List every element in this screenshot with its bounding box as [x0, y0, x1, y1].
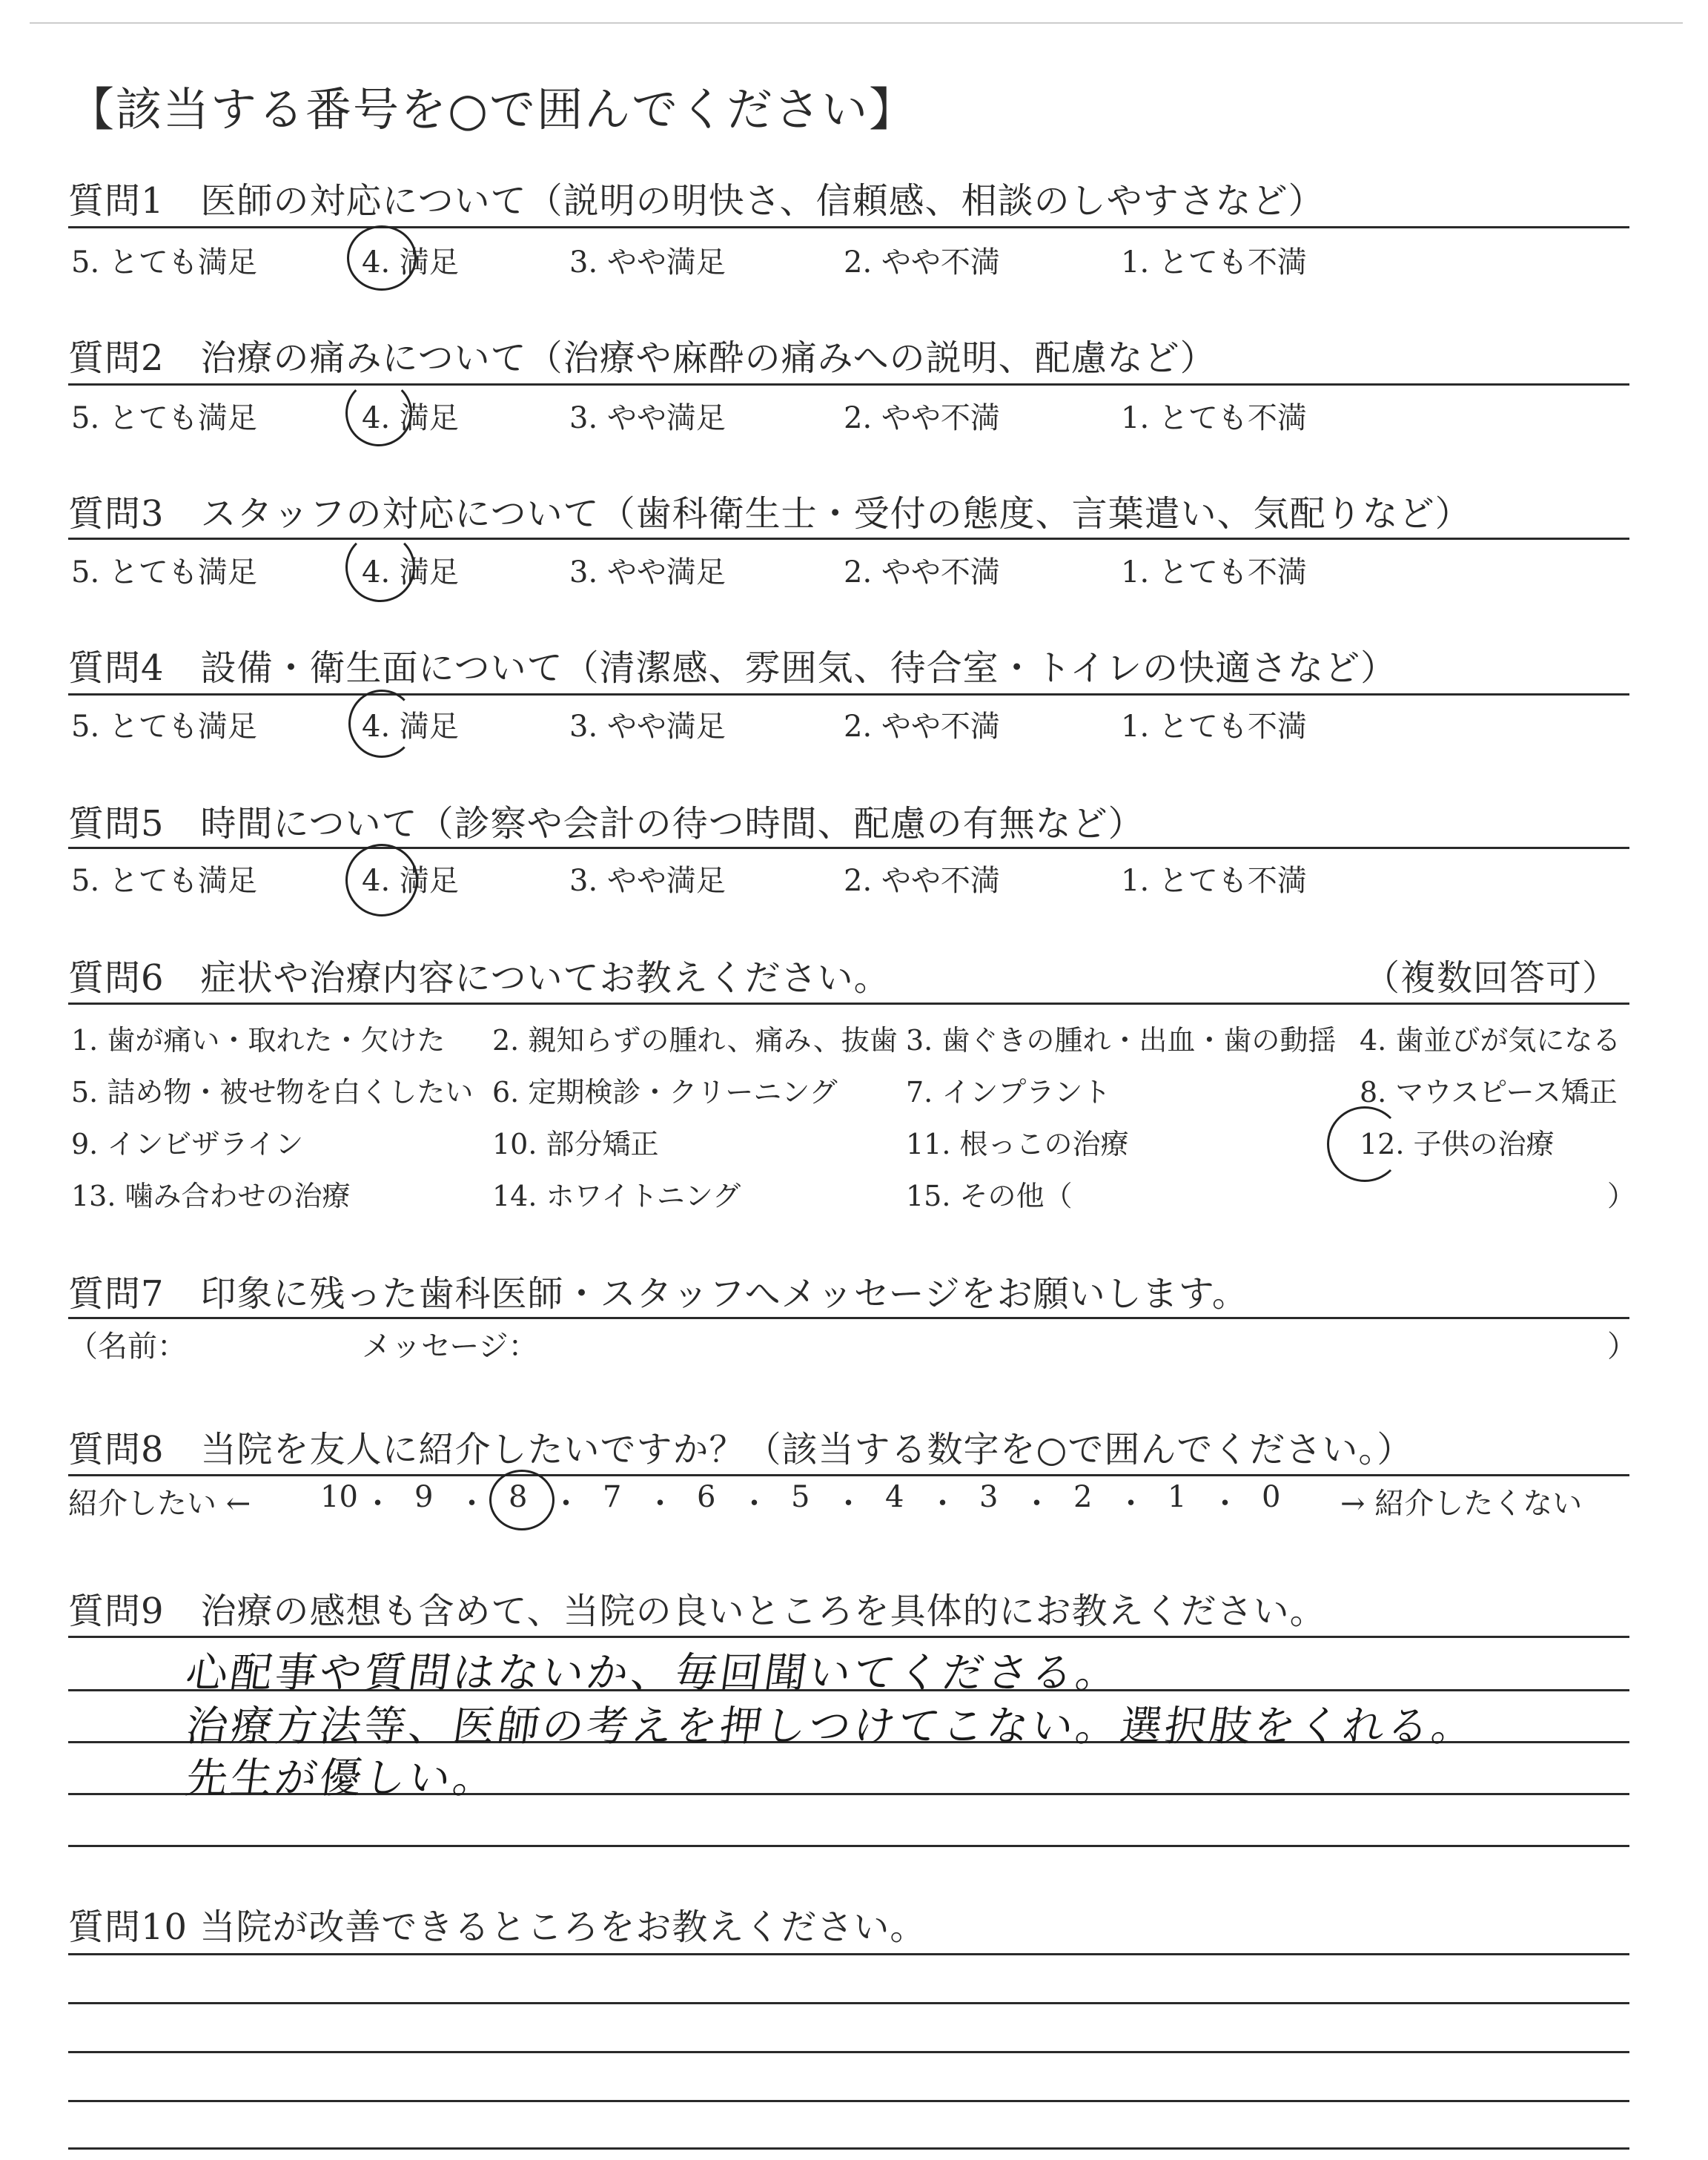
q3-option-2[interactable]: 2. やや不満	[844, 555, 1000, 589]
q6-item-1[interactable]: 1. 歯が痛い・取れた・欠けた	[71, 1024, 446, 1057]
q6-item-10[interactable]: 10. 部分矯正	[492, 1128, 659, 1160]
q6-item-9[interactable]: 9. インビザライン	[71, 1128, 304, 1160]
q3-option-4[interactable]: 4. 満足	[362, 555, 459, 589]
q1-option-4[interactable]: 4. 満足	[362, 245, 459, 280]
q4-option-5[interactable]: 5. とても満足	[71, 710, 257, 744]
q6-item-6[interactable]: 6. 定期検診・クリーニング	[492, 1076, 838, 1109]
q9-rule-1	[68, 1636, 1629, 1638]
q2-title: 質問2 治療の痛みについて（治療や麻酔の痛みへの説明、配慮など）	[68, 337, 1217, 379]
q8-separator-dot: ・	[645, 1487, 675, 1521]
q8-separator-dot: ・	[927, 1487, 958, 1521]
q6-item-3[interactable]: 3. 歯ぐきの腫れ・出血・歯の動揺	[906, 1024, 1337, 1057]
q8-option-0[interactable]: 0	[1262, 1480, 1281, 1514]
q8-separator-dot: ・	[1022, 1487, 1052, 1521]
q2-option-1[interactable]: 1. とても不満	[1121, 401, 1307, 435]
q6-selection-circle	[1327, 1106, 1403, 1182]
q5-option-3[interactable]: 3. やや満足	[569, 864, 726, 898]
q7-rule	[68, 1317, 1629, 1319]
q8-option-10[interactable]: 10	[320, 1480, 358, 1514]
q8-option-8[interactable]: 8	[509, 1480, 528, 1514]
q8-separator-dot: ・	[1116, 1487, 1146, 1521]
q8-selection-circle	[489, 1470, 555, 1530]
q9-answer-line-1: 心配事や質問はないか、毎回聞いてくださる。	[182, 1649, 1124, 1697]
q8-option-2[interactable]: 2	[1073, 1480, 1093, 1514]
q3-option-5[interactable]: 5. とても満足	[71, 555, 257, 589]
q4-option-2[interactable]: 2. やや不満	[844, 710, 1000, 744]
q5-option-2[interactable]: 2. やや不満	[844, 864, 1000, 898]
q3-selection-circle	[345, 532, 415, 602]
q8-option-1[interactable]: 1	[1168, 1480, 1187, 1514]
page-title: 【該当する番号を○で囲んでください】	[68, 82, 917, 136]
q8-option-3[interactable]: 3	[979, 1480, 999, 1514]
q6-item-12[interactable]: 12. 子供の治療	[1360, 1128, 1555, 1160]
q8-option-4[interactable]: 4	[885, 1480, 904, 1514]
q4-option-4[interactable]: 4. 満足	[362, 710, 459, 744]
q6-item-5[interactable]: 5. 詰め物・被せ物を白くしたい	[71, 1076, 474, 1109]
q7-message-label: メッセージ：	[362, 1330, 538, 1364]
q8-option-5[interactable]: 5	[791, 1480, 810, 1514]
q6-item-15-close: ）	[1607, 1180, 1636, 1212]
q10-rule-2	[68, 2002, 1629, 2004]
q3-option-3[interactable]: 3. やや満足	[569, 555, 726, 589]
q9-answer-line-2: 治療方法等、医師の考えを押しつけてこない。選択肢をくれる。	[182, 1702, 1480, 1751]
q9-rule-5	[68, 1845, 1629, 1847]
q2-option-2[interactable]: 2. やや不満	[844, 401, 1000, 435]
q6-item-11[interactable]: 11. 根っこの治療	[906, 1128, 1129, 1160]
q2-selection-circle	[345, 380, 412, 446]
q8-left-label: 紹介したい ←	[68, 1487, 251, 1521]
q10-rule-1	[68, 1953, 1629, 1955]
q6-item-8[interactable]: 8. マウスピース矯正	[1360, 1076, 1618, 1109]
q6-item-4[interactable]: 4. 歯並びが気になる	[1360, 1024, 1621, 1057]
q5-rule	[68, 847, 1629, 849]
q8-rule	[68, 1474, 1629, 1476]
q8-option-6[interactable]: 6	[697, 1480, 716, 1514]
q4-option-1[interactable]: 1. とても不満	[1121, 710, 1307, 744]
q3-rule	[68, 538, 1629, 540]
q6-item-7[interactable]: 7. インプラント	[906, 1076, 1111, 1109]
q9-title: 質問9 治療の感想も含めて、当院の良いところを具体的にお教えください。	[68, 1591, 1326, 1632]
q8-separator-dot: ・	[551, 1487, 581, 1521]
q4-selection-circle	[348, 690, 415, 758]
q6-rule	[68, 1003, 1629, 1005]
q6-item-15[interactable]: 15. その他（	[906, 1180, 1073, 1212]
q4-rule	[68, 693, 1629, 696]
q2-option-5[interactable]: 5. とても満足	[71, 401, 257, 435]
q8-option-9[interactable]: 9	[414, 1480, 434, 1514]
q8-separator-dot: ・	[1210, 1487, 1240, 1521]
q1-option-5[interactable]: 5. とても満足	[71, 245, 257, 280]
q6-item-13[interactable]: 13. 噛み合わせの治療	[71, 1180, 351, 1212]
q7-name-label: （名前：	[68, 1330, 187, 1364]
q6-item-2[interactable]: 2. 親知らずの腫れ、痛み、抜歯	[492, 1024, 898, 1057]
q7-title: 質問7 印象に残った歯科医師・スタッフへメッセージをお願いします。	[68, 1273, 1248, 1315]
q9-answer-line-3: 先生が優しい。	[182, 1754, 501, 1803]
q8-right-label: → 紹介したくない	[1340, 1487, 1583, 1521]
q4-option-3[interactable]: 3. やや満足	[569, 710, 726, 744]
q3-option-1[interactable]: 1. とても不満	[1121, 555, 1307, 589]
q2-option-4[interactable]: 4. 満足	[362, 401, 459, 435]
q5-option-1[interactable]: 1. とても不満	[1121, 864, 1307, 898]
q8-separator-dot: ・	[363, 1487, 393, 1521]
q8-separator-dot: ・	[457, 1487, 487, 1521]
q1-title: 質問1 医師の対応について（説明の明快さ、信頼感、相談のしやすさなど）	[68, 180, 1325, 222]
q5-title: 質問5 時間について（診察や会計の待つ時間、配慮の有無など）	[68, 803, 1145, 845]
q5-option-4[interactable]: 4. 満足	[362, 864, 459, 898]
q10-rule-4	[68, 2100, 1629, 2102]
q6-item-14[interactable]: 14. ホワイトニング	[492, 1180, 741, 1212]
q8-separator-dot: ・	[739, 1487, 769, 1521]
q1-selection-circle	[347, 225, 417, 291]
q1-option-3[interactable]: 3. やや満足	[569, 245, 726, 280]
q10-rule-5	[68, 2147, 1629, 2150]
q6-title: 質問6 症状や治療内容についてお教えください。	[68, 957, 890, 999]
q8-option-7[interactable]: 7	[603, 1480, 622, 1514]
q5-option-5[interactable]: 5. とても満足	[71, 864, 257, 898]
q3-title: 質問3 スタッフの対応について（歯科衛生士・受付の態度、言葉遣い、気配りなど）	[68, 493, 1472, 535]
q1-rule	[68, 226, 1629, 228]
q8-separator-dot: ・	[833, 1487, 864, 1521]
q7-close: ）	[1607, 1330, 1637, 1364]
q10-title: 質問10 当院が改善できるところをお教えください。	[68, 1906, 927, 1948]
q6-note: （複数回答可）	[1364, 957, 1619, 999]
q2-option-3[interactable]: 3. やや満足	[569, 401, 726, 435]
q4-title: 質問4 設備・衛生面について（清潔感、雰囲気、待合室・トイレの快適さなど）	[68, 647, 1397, 689]
q2-rule	[68, 383, 1629, 386]
q8-title: 質問8 当院を友人に紹介したいですか？（該当する数字を○で囲んでください。）	[68, 1429, 1414, 1470]
q5-selection-circle	[345, 844, 418, 916]
q1-option-1[interactable]: 1. とても不満	[1121, 245, 1307, 280]
q1-option-2[interactable]: 2. やや不満	[844, 245, 1000, 280]
q10-rule-3	[68, 2051, 1629, 2053]
page-top-edge	[30, 22, 1683, 24]
